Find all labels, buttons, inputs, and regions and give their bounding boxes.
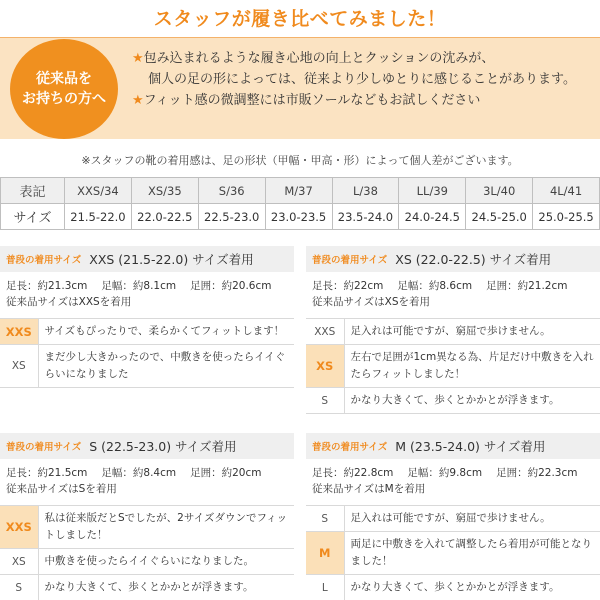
previous-size-note: 従来品サイズはXSを着用 bbox=[312, 296, 431, 308]
review-row bbox=[306, 388, 600, 414]
review-size: L bbox=[306, 575, 344, 600]
size-range-header: サイズ bbox=[1, 204, 65, 230]
size-range-row bbox=[1, 204, 600, 230]
review-size: S bbox=[0, 575, 38, 600]
review-card bbox=[306, 246, 600, 414]
review-card-header bbox=[0, 246, 294, 272]
measurement-line bbox=[312, 278, 600, 294]
review-card bbox=[0, 246, 294, 388]
foot-measurements bbox=[306, 272, 600, 310]
foot-measurements bbox=[306, 459, 600, 497]
info-line-text: 個人の足の形によっては、従来より少しゆとりに感じることがあります。 bbox=[148, 72, 576, 87]
info-line-text: 包み込まれるような履き心地の向上とクッションの沈みが、 bbox=[143, 51, 495, 66]
usual-size-tag: 普段の着用サイズ bbox=[312, 255, 388, 266]
size-range-cell: 25.0-25.5 bbox=[533, 204, 600, 230]
measurement-line bbox=[312, 465, 600, 481]
info-badge bbox=[10, 39, 118, 139]
usual-size-tag: 普段の着用サイズ bbox=[6, 442, 82, 453]
previous-size-note: 従来品サイズはMを着用 bbox=[312, 483, 426, 495]
review-comment: かなり大きくて、歩くとかかとが浮きます。 bbox=[344, 575, 600, 600]
info-line bbox=[132, 90, 594, 111]
review-comment: 私は従来版だとSでしたが、2サイズダウンでフィットしました！ bbox=[38, 506, 294, 549]
star-icon: ★ bbox=[132, 51, 144, 66]
review-size: XXS bbox=[0, 506, 38, 549]
size-label-cell: 4L/41 bbox=[533, 178, 600, 204]
review-size: XS bbox=[0, 345, 38, 388]
review-card-title: M (23.5-24.0) サイズ着用 bbox=[395, 439, 546, 454]
review-size: XXS bbox=[306, 319, 344, 345]
review-size: S bbox=[306, 388, 344, 414]
fit-notice: ※スタッフの靴の着用感は、足の形状（甲幅・甲高・形）によって個人差がございます。 bbox=[81, 154, 519, 167]
review-row bbox=[0, 549, 294, 575]
review-row bbox=[306, 345, 600, 388]
measurement-value: 足囲：約22.3cm bbox=[496, 467, 578, 479]
measurement-value: 足囲：約20.6cm bbox=[190, 280, 272, 292]
star-icon: ★ bbox=[132, 93, 144, 108]
review-comment: かなり大きくて、歩くとかかとが浮きます。 bbox=[344, 388, 600, 414]
size-label-cell: XS/35 bbox=[131, 178, 198, 204]
review-size: S bbox=[306, 506, 344, 532]
previous-size-note: 従来品サイズはSを着用 bbox=[6, 483, 117, 495]
review-table bbox=[306, 505, 600, 600]
review-size: XS bbox=[0, 549, 38, 575]
usual-size-tag: 普段の着用サイズ bbox=[6, 255, 82, 266]
review-row bbox=[306, 506, 600, 532]
foot-measurements bbox=[0, 459, 294, 497]
measurement-value: 足囲：約21.2cm bbox=[486, 280, 568, 292]
size-label-row bbox=[1, 178, 600, 204]
review-comment: 両足に中敷きを入れて調整したら着用が可能となりました！ bbox=[344, 532, 600, 575]
review-comment: 足入れは可能ですが、窮屈で歩けません。 bbox=[344, 319, 600, 345]
size-conversion-table bbox=[0, 177, 600, 230]
size-range-cell: 22.5-23.0 bbox=[198, 204, 265, 230]
review-row bbox=[0, 345, 294, 388]
measurement-value: 足長：約22.8cm bbox=[312, 467, 394, 479]
size-label-cell: LL/39 bbox=[399, 178, 466, 204]
size-range-cell: 24.5-25.0 bbox=[466, 204, 533, 230]
measurement-value: 足幅：約9.8cm bbox=[407, 467, 483, 479]
review-comment: 左右で足囲が1cm異なる為、片足だけ中敷きを入れたらフィットしました！ bbox=[344, 345, 600, 388]
review-row bbox=[306, 319, 600, 345]
size-label-header: 表記 bbox=[1, 178, 65, 204]
measurement-value: 足幅：約8.6cm bbox=[397, 280, 473, 292]
review-card bbox=[306, 433, 600, 600]
review-size: XS bbox=[306, 345, 344, 388]
size-range-cell: 23.0-23.5 bbox=[265, 204, 332, 230]
review-table bbox=[0, 505, 294, 600]
review-table bbox=[306, 318, 600, 414]
review-row bbox=[306, 532, 600, 575]
review-comment: まだ少し大きかったので、中敷きを使ったらイイぐらいになりました bbox=[38, 345, 294, 388]
review-row bbox=[0, 319, 294, 345]
review-card-title: XXS (21.5-22.0) サイズ着用 bbox=[89, 252, 254, 267]
measurement-value: 足長：約21.3cm bbox=[6, 280, 88, 292]
size-range-cell: 22.0-22.5 bbox=[131, 204, 198, 230]
review-comment: かなり大きくて、歩くとかかとが浮きます。 bbox=[38, 575, 294, 600]
size-label-cell: S/36 bbox=[198, 178, 265, 204]
review-comment: サイズもぴったりで、柔らかくてフィットします！ bbox=[38, 319, 294, 345]
info-line bbox=[132, 48, 594, 69]
size-label-cell: 3L/40 bbox=[466, 178, 533, 204]
review-card-title: S (22.5-23.0) サイズ着用 bbox=[89, 439, 237, 454]
measurement-line bbox=[6, 278, 294, 294]
measurement-value: 足幅：約8.1cm bbox=[101, 280, 177, 292]
info-line bbox=[132, 69, 594, 90]
review-size: XXS bbox=[0, 319, 38, 345]
review-comment: 足入れは可能ですが、窮屈で歩けません。 bbox=[344, 506, 600, 532]
info-badge-line1: 従来品を bbox=[36, 71, 92, 87]
size-label-cell: M/37 bbox=[265, 178, 332, 204]
info-panel bbox=[0, 38, 600, 139]
review-card-title: XS (22.0-22.5) サイズ着用 bbox=[395, 252, 552, 267]
usual-size-tag: 普段の着用サイズ bbox=[312, 442, 388, 453]
previous-size-note: 従来品サイズはXXSを着用 bbox=[6, 296, 132, 308]
info-badge-line2: お持ちの方へ bbox=[22, 91, 106, 107]
review-comment: 中敷きを使ったらイイぐらいになりました。 bbox=[38, 549, 294, 575]
info-line-text: フィット感の微調整には市販ソールなどもお試しください bbox=[143, 93, 481, 108]
measurement-line bbox=[6, 465, 294, 481]
review-card bbox=[0, 433, 294, 600]
review-table bbox=[0, 318, 294, 388]
measurement-value: 足長：約21.5cm bbox=[6, 467, 88, 479]
size-label-cell: XXS/34 bbox=[65, 178, 132, 204]
size-range-cell: 23.5-24.0 bbox=[332, 204, 399, 230]
review-row bbox=[306, 575, 600, 600]
review-row bbox=[0, 575, 294, 600]
info-text bbox=[132, 48, 594, 111]
review-size: M bbox=[306, 532, 344, 575]
review-card-header bbox=[0, 433, 294, 459]
review-card-header bbox=[306, 433, 600, 459]
review-card-header bbox=[306, 246, 600, 272]
size-range-cell: 24.0-24.5 bbox=[399, 204, 466, 230]
measurement-value: 足長：約22cm bbox=[312, 280, 384, 292]
size-label-cell: L/38 bbox=[332, 178, 399, 204]
page-title: スタッフが履き比べてみました！ bbox=[153, 8, 447, 30]
review-row bbox=[0, 506, 294, 549]
foot-measurements bbox=[0, 272, 294, 310]
measurement-value: 足幅：約8.4cm bbox=[101, 467, 177, 479]
size-range-cell: 21.5-22.0 bbox=[65, 204, 132, 230]
measurement-value: 足囲：約20cm bbox=[190, 467, 262, 479]
